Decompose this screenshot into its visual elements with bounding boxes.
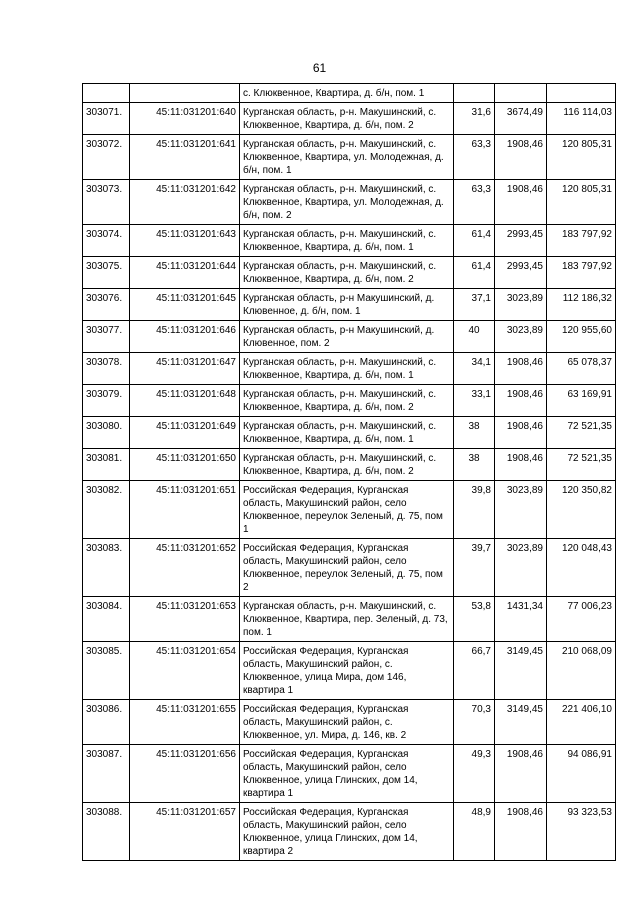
row-number-cell: 303071. bbox=[83, 103, 130, 135]
cadastral-number-cell: 45:11:031201:655 bbox=[130, 700, 240, 745]
table-row bbox=[83, 597, 616, 642]
unit-cost-cell: 1908,46 bbox=[495, 385, 547, 417]
property-table bbox=[82, 83, 616, 861]
cadastral-number-cell: 45:11:031201:648 bbox=[130, 385, 240, 417]
cadastral-value-cell: 120 048,43 bbox=[547, 539, 616, 597]
cadastral-number-cell: 45:11:031201:640 bbox=[130, 103, 240, 135]
address-cell: Российская Федерация, Курганская область, Макушинский район, с. Клюквенное, улица Мира, дом 146, квартира 1 bbox=[240, 642, 454, 700]
table-row bbox=[83, 84, 616, 103]
cadastral-value-cell: 120 350,82 bbox=[547, 481, 616, 539]
cadastral-number-cell: 45:11:031201:654 bbox=[130, 642, 240, 700]
cadastral-value-cell: 72 521,35 bbox=[547, 417, 616, 449]
cadastral-value-cell: 94 086,91 bbox=[547, 745, 616, 803]
cadastral-value-cell: 65 078,37 bbox=[547, 353, 616, 385]
cadastral-number-cell: 45:11:031201:647 bbox=[130, 353, 240, 385]
cadastral-value-cell: 120 955,60 bbox=[547, 321, 616, 353]
table-row bbox=[83, 135, 616, 180]
address-cell: Курганская область, р-н. Макушинский, с. Клюквенное, Квартира, д. б/н, пом. 1 bbox=[240, 225, 454, 257]
cadastral-number-cell: 45:11:031201:649 bbox=[130, 417, 240, 449]
table-row bbox=[83, 803, 616, 861]
area-cell: 34,1 bbox=[454, 353, 495, 385]
row-number-cell: 303072. bbox=[83, 135, 130, 180]
area-cell: 40 bbox=[454, 321, 495, 353]
cadastral-number-cell: 45:11:031201:651 bbox=[130, 481, 240, 539]
area-cell: 38 bbox=[454, 417, 495, 449]
unit-cost-cell bbox=[495, 84, 547, 103]
address-cell: Российская Федерация, Курганская область, Макушинский район, село Клюквенное, улица Глинских, дом 14, квартира 2 bbox=[240, 803, 454, 861]
property-table-body bbox=[83, 84, 616, 861]
area-cell: 33,1 bbox=[454, 385, 495, 417]
address-cell: Курганская область, р-н. Макушинский, с. Клюквенное, Квартира, д. б/н, пом. 1 bbox=[240, 417, 454, 449]
address-cell: Курганская область, р-н. Макушинский, с. Клюквенное, Квартира, д. б/н, пом. 1 bbox=[240, 353, 454, 385]
area-cell: 48,9 bbox=[454, 803, 495, 861]
page-number: 61 bbox=[312, 61, 327, 75]
area-cell: 63,3 bbox=[454, 180, 495, 225]
unit-cost-cell: 3149,45 bbox=[495, 642, 547, 700]
address-cell: Курганская область, р-н. Макушинский, с. Клюквенное, Квартира, ул. Молодежная, д. б/н, пом. 2 bbox=[240, 180, 454, 225]
unit-cost-cell: 1908,46 bbox=[495, 135, 547, 180]
area-cell: 53,8 bbox=[454, 597, 495, 642]
row-number-cell bbox=[83, 84, 130, 103]
address-cell: Курганская область, р-н Макушинский, д. Клювенное, д. б/н, пом. 1 bbox=[240, 289, 454, 321]
unit-cost-cell: 3149,45 bbox=[495, 700, 547, 745]
table-row bbox=[83, 353, 616, 385]
unit-cost-cell: 3023,89 bbox=[495, 539, 547, 597]
cadastral-number-cell: 45:11:031201:644 bbox=[130, 257, 240, 289]
cadastral-value-cell: 116 114,03 bbox=[547, 103, 616, 135]
area-cell: 70,3 bbox=[454, 700, 495, 745]
row-number-cell: 303080. bbox=[83, 417, 130, 449]
unit-cost-cell: 1908,46 bbox=[495, 449, 547, 481]
address-cell: Российская Федерация, Курганская область, Макушинский район, село Клюквенное, переулок Зеленый, д. 75, пом 2 bbox=[240, 539, 454, 597]
cadastral-number-cell: 45:11:031201:645 bbox=[130, 289, 240, 321]
address-cell: Курганская область, р-н Макушинский, д. Клювенное, пом. 2 bbox=[240, 321, 454, 353]
cadastral-number-cell: 45:11:031201:652 bbox=[130, 539, 240, 597]
cadastral-value-cell: 63 169,91 bbox=[547, 385, 616, 417]
cadastral-value-cell: 72 521,35 bbox=[547, 449, 616, 481]
cadastral-value-cell: 120 805,31 bbox=[547, 135, 616, 180]
row-number-cell: 303087. bbox=[83, 745, 130, 803]
cadastral-number-cell: 45:11:031201:657 bbox=[130, 803, 240, 861]
cadastral-value-cell: 93 323,53 bbox=[547, 803, 616, 861]
area-cell: 61,4 bbox=[454, 257, 495, 289]
cadastral-value-cell bbox=[547, 84, 616, 103]
cadastral-value-cell: 210 068,09 bbox=[547, 642, 616, 700]
cadastral-value-cell: 77 006,23 bbox=[547, 597, 616, 642]
unit-cost-cell: 3674,49 bbox=[495, 103, 547, 135]
row-number-cell: 303081. bbox=[83, 449, 130, 481]
unit-cost-cell: 1908,46 bbox=[495, 745, 547, 803]
address-cell: Российская Федерация, Курганская область, Макушинский район, село Клюквенное, переулок Зеленый, д. 75, пом 1 bbox=[240, 481, 454, 539]
address-cell: Курганская область, р-н. Макушинский, с. Клюквенное, Квартира, пер. Зеленый, д. 73, пом. 1 bbox=[240, 597, 454, 642]
table-row bbox=[83, 449, 616, 481]
cadastral-number-cell: 45:11:031201:646 bbox=[130, 321, 240, 353]
unit-cost-cell: 1908,46 bbox=[495, 803, 547, 861]
row-number-cell: 303075. bbox=[83, 257, 130, 289]
table-row bbox=[83, 539, 616, 597]
row-number-cell: 303083. bbox=[83, 539, 130, 597]
cadastral-number-cell: 45:11:031201:650 bbox=[130, 449, 240, 481]
unit-cost-cell: 1431,34 bbox=[495, 597, 547, 642]
cadastral-number-cell: 45:11:031201:641 bbox=[130, 135, 240, 180]
address-cell: Курганская область, р-н. Макушинский, с. Клюквенное, Квартира, д. б/н, пом. 2 bbox=[240, 103, 454, 135]
table-row bbox=[83, 642, 616, 700]
address-cell: с. Клюквенное, Квартира, д. б/н, пом. 1 bbox=[240, 84, 454, 103]
unit-cost-cell: 2993,45 bbox=[495, 225, 547, 257]
address-cell: Курганская область, р-н. Макушинский, с. Клюквенное, Квартира, д. б/н, пом. 2 bbox=[240, 257, 454, 289]
cadastral-number-cell: 45:11:031201:656 bbox=[130, 745, 240, 803]
row-number-cell: 303086. bbox=[83, 700, 130, 745]
area-cell: 63,3 bbox=[454, 135, 495, 180]
area-cell: 49,3 bbox=[454, 745, 495, 803]
table-row bbox=[83, 700, 616, 745]
address-cell: Курганская область, р-н. Макушинский, с. Клюквенное, Квартира, д. б/н, пом. 2 bbox=[240, 449, 454, 481]
area-cell: 61,4 bbox=[454, 225, 495, 257]
cadastral-number-cell: 45:11:031201:642 bbox=[130, 180, 240, 225]
table-row bbox=[83, 225, 616, 257]
row-number-cell: 303078. bbox=[83, 353, 130, 385]
table-row bbox=[83, 745, 616, 803]
table-row bbox=[83, 481, 616, 539]
row-number-cell: 303084. bbox=[83, 597, 130, 642]
table-row bbox=[83, 180, 616, 225]
area-cell: 66,7 bbox=[454, 642, 495, 700]
unit-cost-cell: 1908,46 bbox=[495, 180, 547, 225]
table-row bbox=[83, 289, 616, 321]
table-row bbox=[83, 385, 616, 417]
cadastral-value-cell: 221 406,10 bbox=[547, 700, 616, 745]
unit-cost-cell: 3023,89 bbox=[495, 481, 547, 539]
area-cell bbox=[454, 84, 495, 103]
row-number-cell: 303076. bbox=[83, 289, 130, 321]
cadastral-value-cell: 120 805,31 bbox=[547, 180, 616, 225]
table-row bbox=[83, 321, 616, 353]
unit-cost-cell: 2993,45 bbox=[495, 257, 547, 289]
row-number-cell: 303074. bbox=[83, 225, 130, 257]
area-cell: 39,7 bbox=[454, 539, 495, 597]
row-number-cell: 303088. bbox=[83, 803, 130, 861]
cadastral-number-cell bbox=[130, 84, 240, 103]
cadastral-number-cell: 45:11:031201:643 bbox=[130, 225, 240, 257]
unit-cost-cell: 3023,89 bbox=[495, 321, 547, 353]
address-cell: Российская Федерация, Курганская область, Макушинский район, село Клюквенное, улица Глинских, дом 14, квартира 1 bbox=[240, 745, 454, 803]
unit-cost-cell: 3023,89 bbox=[495, 289, 547, 321]
row-number-cell: 303082. bbox=[83, 481, 130, 539]
table-row bbox=[83, 417, 616, 449]
cadastral-number-cell: 45:11:031201:653 bbox=[130, 597, 240, 642]
address-cell: Курганская область, р-н. Макушинский, с. Клюквенное, Квартира, ул. Молодежная, д. б/н, пом. 1 bbox=[240, 135, 454, 180]
area-cell: 31,6 bbox=[454, 103, 495, 135]
row-number-cell: 303085. bbox=[83, 642, 130, 700]
address-cell: Российская Федерация, Курганская область, Макушинский район, с. Клюквенное, ул. Мира, д. 146, кв. 2 bbox=[240, 700, 454, 745]
cadastral-value-cell: 183 797,92 bbox=[547, 257, 616, 289]
address-cell: Курганская область, р-н. Макушинский, с. Клюквенное, Квартира, д. б/н, пом. 2 bbox=[240, 385, 454, 417]
cadastral-value-cell: 183 797,92 bbox=[547, 225, 616, 257]
row-number-cell: 303077. bbox=[83, 321, 130, 353]
cadastral-value-cell: 112 186,32 bbox=[547, 289, 616, 321]
unit-cost-cell: 1908,46 bbox=[495, 417, 547, 449]
area-cell: 38 bbox=[454, 449, 495, 481]
unit-cost-cell: 1908,46 bbox=[495, 353, 547, 385]
table-row bbox=[83, 257, 616, 289]
area-cell: 39,8 bbox=[454, 481, 495, 539]
table-row bbox=[83, 103, 616, 135]
row-number-cell: 303079. bbox=[83, 385, 130, 417]
area-cell: 37,1 bbox=[454, 289, 495, 321]
row-number-cell: 303073. bbox=[83, 180, 130, 225]
